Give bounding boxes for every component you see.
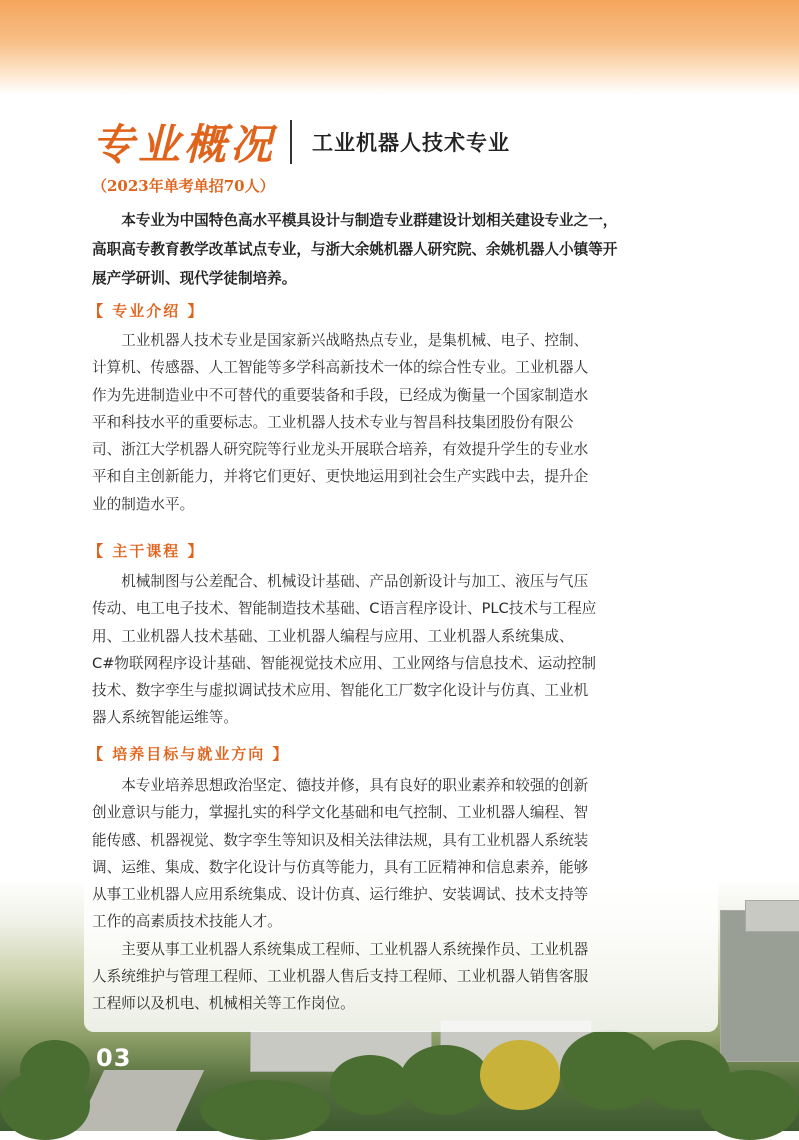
body-line: 主要从事工业机器人系统集成工程师、工业机器人系统操作员、工业机器 — [92, 940, 589, 958]
body-line: 传动、电工电子技术、智能制造技术基础、C语言程序设计、PLC技术与工程应 — [92, 600, 597, 618]
body-line: C#物联网程序设计基础、智能视觉技术应用、工业网络与信息技术、运动控制 — [92, 654, 597, 672]
intro-paragraph — [92, 206, 712, 293]
top-gradient-band — [0, 0, 799, 95]
body-line: 平和科技水平的重要标志。工业机器人技术专业与智昌科技集团股份有限公 — [92, 413, 574, 431]
section-heading-intro: 【 专业介绍 】 — [88, 302, 205, 320]
section-body-courses — [92, 568, 714, 732]
title-divider — [290, 120, 292, 164]
body-line: 平和自主创新能力，并将它们更好、更快地运用到社会生产实践中去，提升企 — [92, 468, 589, 486]
body-line: 用、工业机器人技术基础、工业机器人编程与应用、工业机器人系统集成、 — [92, 627, 574, 645]
section-heading-courses: 【 主干课程 】 — [88, 542, 205, 560]
enrollment-note: （2023年单考单招70人） — [92, 177, 275, 195]
body-line: 工业机器人技术专业是国家新兴战略热点专业，是集机械、电子、控制、 — [92, 332, 589, 349]
body-line: 能传感、机器视觉、数字孪生等知识及相关法律法规，具有工业机器人系统装 — [92, 831, 589, 849]
body-line: 技术、数字孪生与虚拟调试技术应用、智能化工厂数字化设计与仿真、工业机 — [92, 682, 589, 700]
intro-line: 高职高专教育教学改革试点专业，与浙大余姚机器人研究院、余姚机器人小镇等开 — [92, 241, 618, 258]
intro-line: 本专业为中国特色高水平模具设计与制造专业群建设计划相关建设专业之一， — [92, 212, 618, 229]
section-heading-goals: 【 培养目标与就业方向 】 — [88, 745, 290, 763]
major-name: 工业机器人技术专业 — [312, 131, 511, 155]
section-body-intro — [92, 327, 714, 518]
page-number: 03 — [96, 1044, 132, 1072]
main-title: 专业概况 — [92, 120, 277, 169]
body-line: 调、运维、集成、数字化设计与仿真等能力，具有工匠精神和信息素养，能够 — [92, 858, 589, 876]
body-line: 工作的高素质技术技能人才。 — [92, 913, 282, 931]
page-header — [92, 112, 510, 172]
body-line: 机械制图与公差配合、机械设计基础、产品创新设计与加工、液压与气压 — [92, 573, 589, 590]
body-line: 器人系统智能运维等。 — [92, 709, 238, 727]
body-line: 本专业培养思想政治坚定、德技并修，具有良好的职业素养和较强的创新 — [92, 777, 589, 794]
body-line: 业的制造水平。 — [92, 495, 195, 513]
body-line: 创业意识与能力，掌握扎实的科学文化基础和电气控制、工业机器人编程、智 — [92, 804, 589, 822]
body-line: 司、浙江大学机器人研究院等行业龙头开展联合培养，有效提升学生的专业水 — [92, 441, 589, 459]
body-line: 工程师以及机电、机械相关等工作岗位。 — [92, 995, 355, 1013]
body-line: 人系统维护与管理工程师、工业机器人售后支持工程师、工业机器人销售客服 — [92, 968, 589, 986]
intro-line: 展产学研训、现代学徒制培养。 — [92, 270, 297, 287]
body-line: 作为先进制造业中不可替代的重要装备和手段，已经成为衡量一个国家制造水 — [92, 386, 589, 404]
section-body-goals — [92, 772, 714, 1018]
body-line: 从事工业机器人应用系统集成、设计仿真、运行维护、安装调试、技术支持等 — [92, 886, 589, 904]
body-line: 计算机、传感器、人工智能等多学科高新技术一体的综合性专业。工业机器人 — [92, 359, 589, 377]
